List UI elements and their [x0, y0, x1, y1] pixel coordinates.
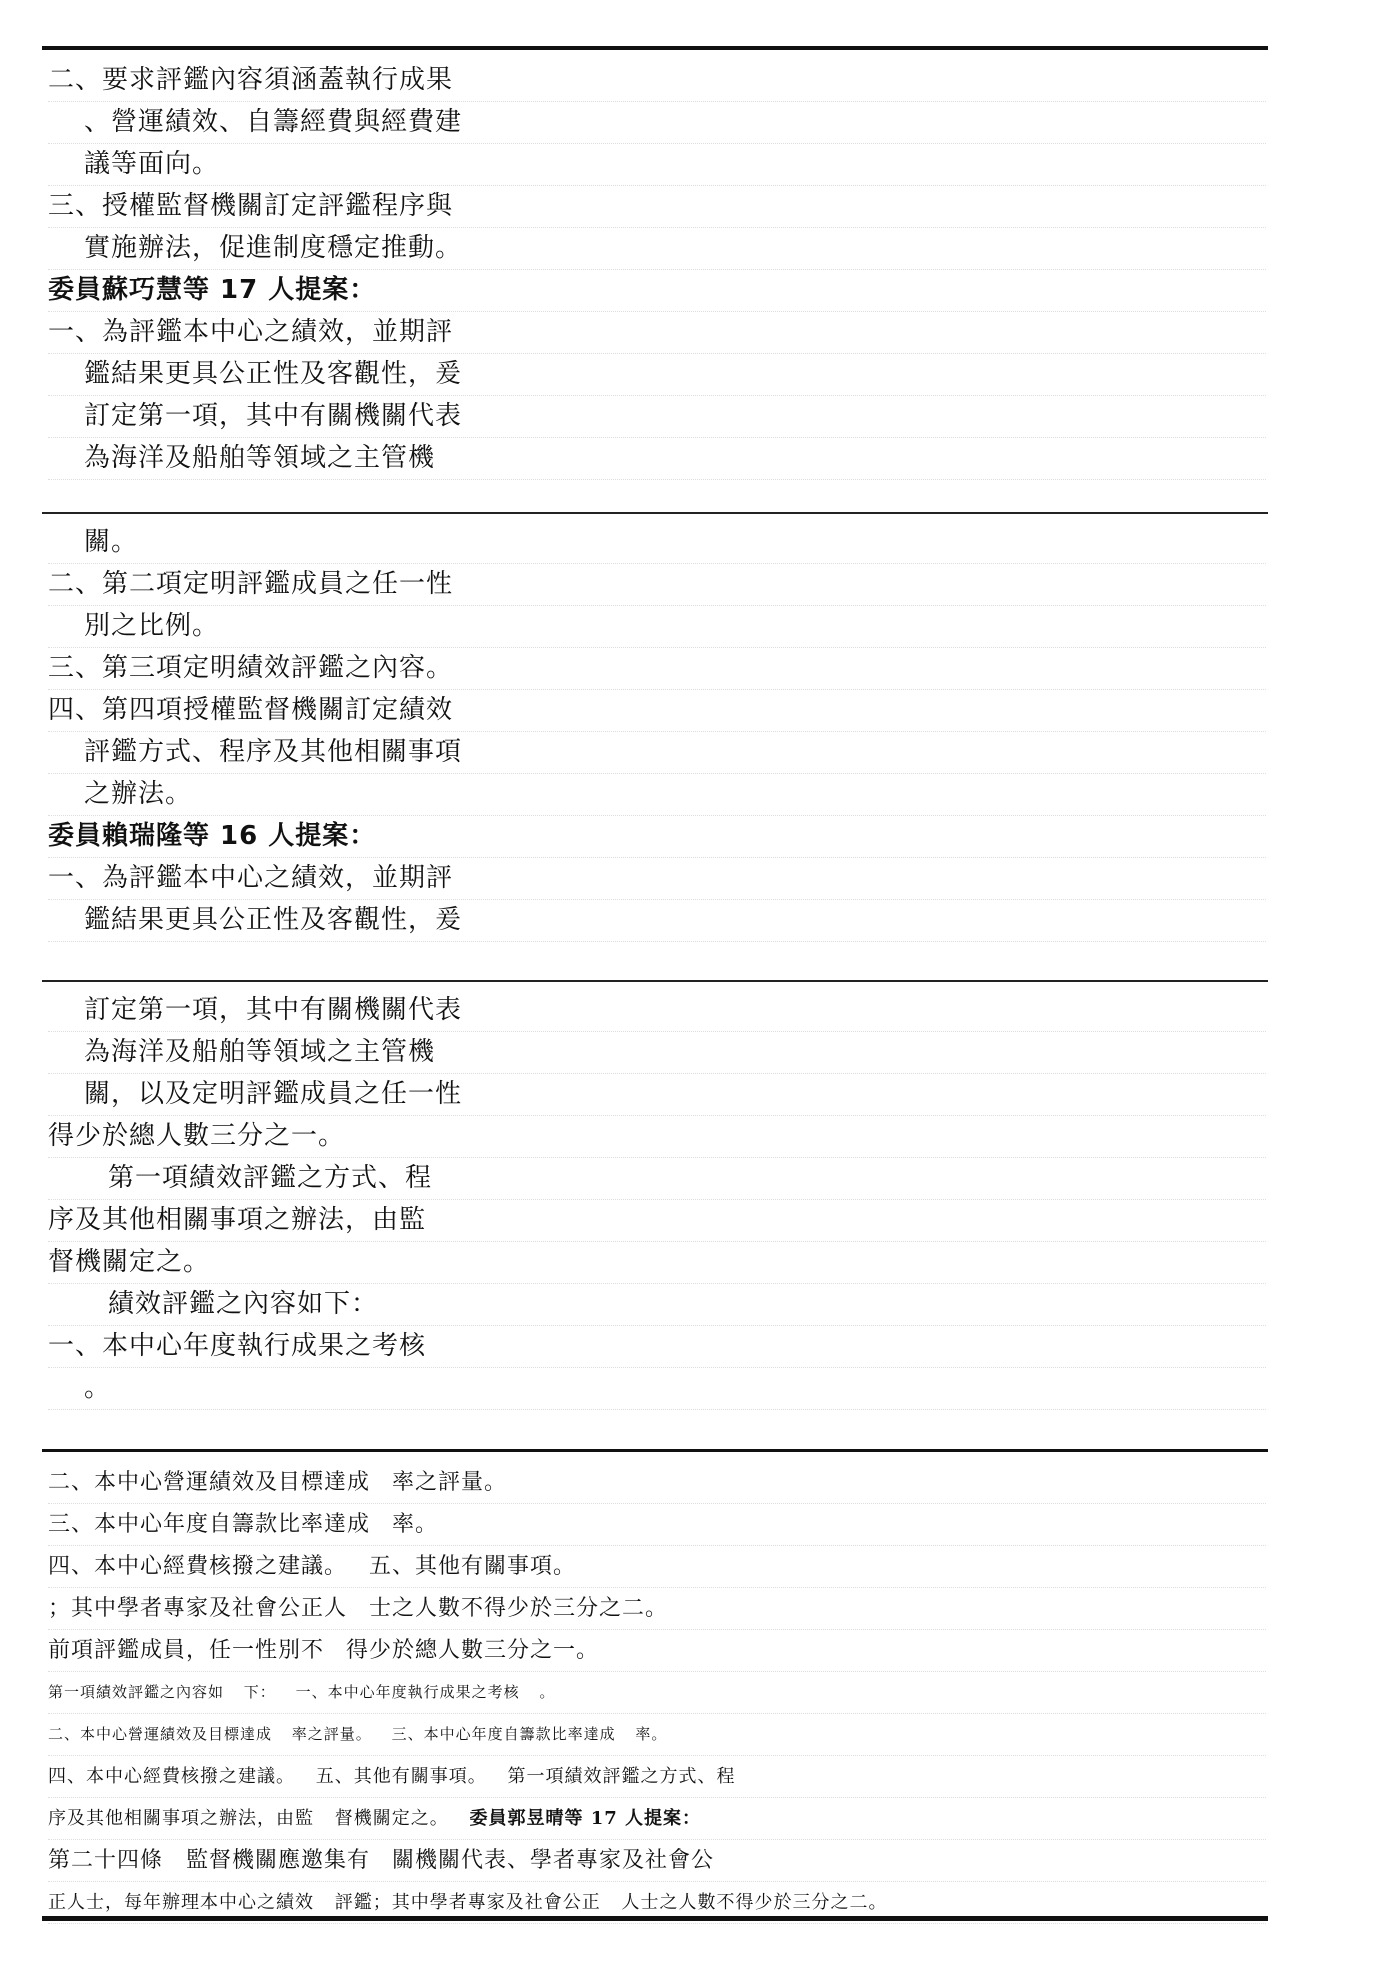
text-line: 。: [48, 1368, 1266, 1410]
section-a-end-and-b: [48, 990, 1266, 1440]
text-line: [48, 1672, 1266, 1714]
text-line: 四、本中心經費核撥之建議。: [48, 1554, 348, 1579]
text-line: 實施辦法，促進制度穩定推動。: [48, 228, 1266, 270]
text-line: 二、本中心營運績效及目標達成: [48, 1470, 371, 1495]
proposal-heading: 委員賴瑞隆等 16 人提案：: [48, 816, 1266, 858]
text-line: 三、授權監督機關訂定評鑑程序與: [48, 186, 1266, 228]
text-line: 為海洋及船舶等領域之主管機: [48, 1032, 1266, 1074]
text-line: 率之評量。: [392, 1470, 508, 1495]
text-line: 第一項績效評鑑之內容如: [48, 1683, 225, 1701]
text-line: 關，以及定明評鑑成員之任一性: [48, 1074, 1266, 1116]
text-line: [48, 1714, 1266, 1756]
text-line: 率之評量。: [291, 1725, 372, 1743]
text-line: 率。: [392, 1512, 439, 1537]
text-line: 二、要求評鑑內容須涵蓋執行成果: [48, 60, 1266, 102]
text-line: 第一項績效評鑑之方式、程: [48, 1158, 1266, 1200]
text-line: 鑑結果更具公正性及客觀性，爰: [48, 900, 1266, 942]
text-line: 三、本中心年度自籌款比率達成: [48, 1512, 371, 1537]
text-line: 一、為評鑑本中心之績效，並期評: [48, 312, 1266, 354]
text-line: 士之人數不得少於三分之二。: [369, 1596, 669, 1621]
text-line: 五、其他有關事項。: [369, 1554, 577, 1579]
text-line: 評鑑方式、程序及其他相關事項: [48, 732, 1266, 774]
text-line: [48, 1798, 1266, 1840]
column-divider: [42, 512, 1268, 514]
text-line: 訂定第一項，其中有關機關代表: [48, 990, 1266, 1032]
text-line: 為海洋及船舶等領域之主管機: [48, 438, 1266, 480]
section-a-continued: [48, 522, 1266, 966]
text-line: 之辦法。: [48, 774, 1266, 816]
text-line: 序及其他相關事項之辦法，由監: [48, 1200, 1266, 1242]
text-line: 得少於總人數三分之一。: [48, 1116, 1266, 1158]
text-line: 訂定第一項，其中有關機關代表: [48, 396, 1266, 438]
text-line: 二、本中心營運績效及目標達成: [48, 1725, 273, 1743]
text-line: 第二十四條 監督機關應邀集有: [48, 1848, 371, 1873]
text-line: 三、本中心年度自籌款比率達成: [391, 1725, 616, 1743]
text-line: 評鑑；其中學者專家及社會公正: [334, 1892, 601, 1913]
text-line: 三、第三項定明績效評鑑之內容。: [48, 648, 1266, 690]
proposal-heading: 委員郭昱晴等 17 人提案：: [469, 1808, 702, 1829]
text-line: 。: [539, 1683, 556, 1701]
text-line: 五、其他有關事項。: [315, 1766, 487, 1787]
section-b-c: [48, 1462, 1266, 1913]
text-line: 一、本中心年度執行成果之考核: [295, 1683, 520, 1701]
text-line: [48, 1546, 1266, 1588]
text-line: 二、第二項定明評鑑成員之任一性: [48, 564, 1266, 606]
text-line: 一、本中心年度執行成果之考核: [48, 1326, 1266, 1368]
column-divider: [42, 980, 1268, 982]
text-line: 督機關定之。: [334, 1808, 449, 1829]
text-line: 得少於總人數三分之一。: [346, 1638, 600, 1663]
text-line: [48, 1840, 1266, 1882]
text-line: 人士之人數不得少於三分之二。: [621, 1892, 888, 1913]
text-line: [48, 1630, 1266, 1672]
text-line: 績效評鑑之內容如下：: [48, 1284, 1266, 1326]
text-line: [48, 1462, 1266, 1504]
text-line: 序及其他相關事項之辦法，由監: [48, 1808, 314, 1829]
text-line: 正人士，每年辦理本中心之績效: [48, 1892, 314, 1913]
text-line: [48, 1756, 1266, 1798]
proposal-heading: 委員蘇巧慧等 17 人提案：: [48, 270, 1266, 312]
table-bottom-rule: [42, 1449, 1268, 1452]
text-line: 關。: [48, 522, 1266, 564]
text-line: 下：: [243, 1683, 276, 1701]
text-line: 關機關代表、學者專家及社會公: [392, 1848, 715, 1873]
text-line: [48, 1504, 1266, 1546]
section-a: [48, 60, 1266, 500]
text-line: 前項評鑑成員，任一性別不: [48, 1638, 325, 1663]
text-line: 議等面向。: [48, 144, 1266, 186]
text-line: 鑑結果更具公正性及客觀性，爰: [48, 354, 1266, 396]
text-line: 率。: [635, 1725, 668, 1743]
text-line: 別之比例。: [48, 606, 1266, 648]
text-line: 四、本中心經費核撥之建議。: [48, 1766, 295, 1787]
text-line: 第一項績效評鑑之方式、程: [507, 1766, 736, 1787]
text-line: ；其中學者專家及社會公正人: [48, 1596, 348, 1621]
text-line: 督機關定之。: [48, 1242, 1266, 1284]
text-line: 四、第四項授權監督機關訂定績效: [48, 690, 1266, 732]
text-line: 一、為評鑑本中心之績效，並期評: [48, 858, 1266, 900]
top-rule: [42, 46, 1268, 50]
text-line: [48, 1588, 1266, 1630]
text-line: [48, 1882, 1266, 1924]
text-line: 、營運績效、自籌經費與經費建: [48, 102, 1266, 144]
